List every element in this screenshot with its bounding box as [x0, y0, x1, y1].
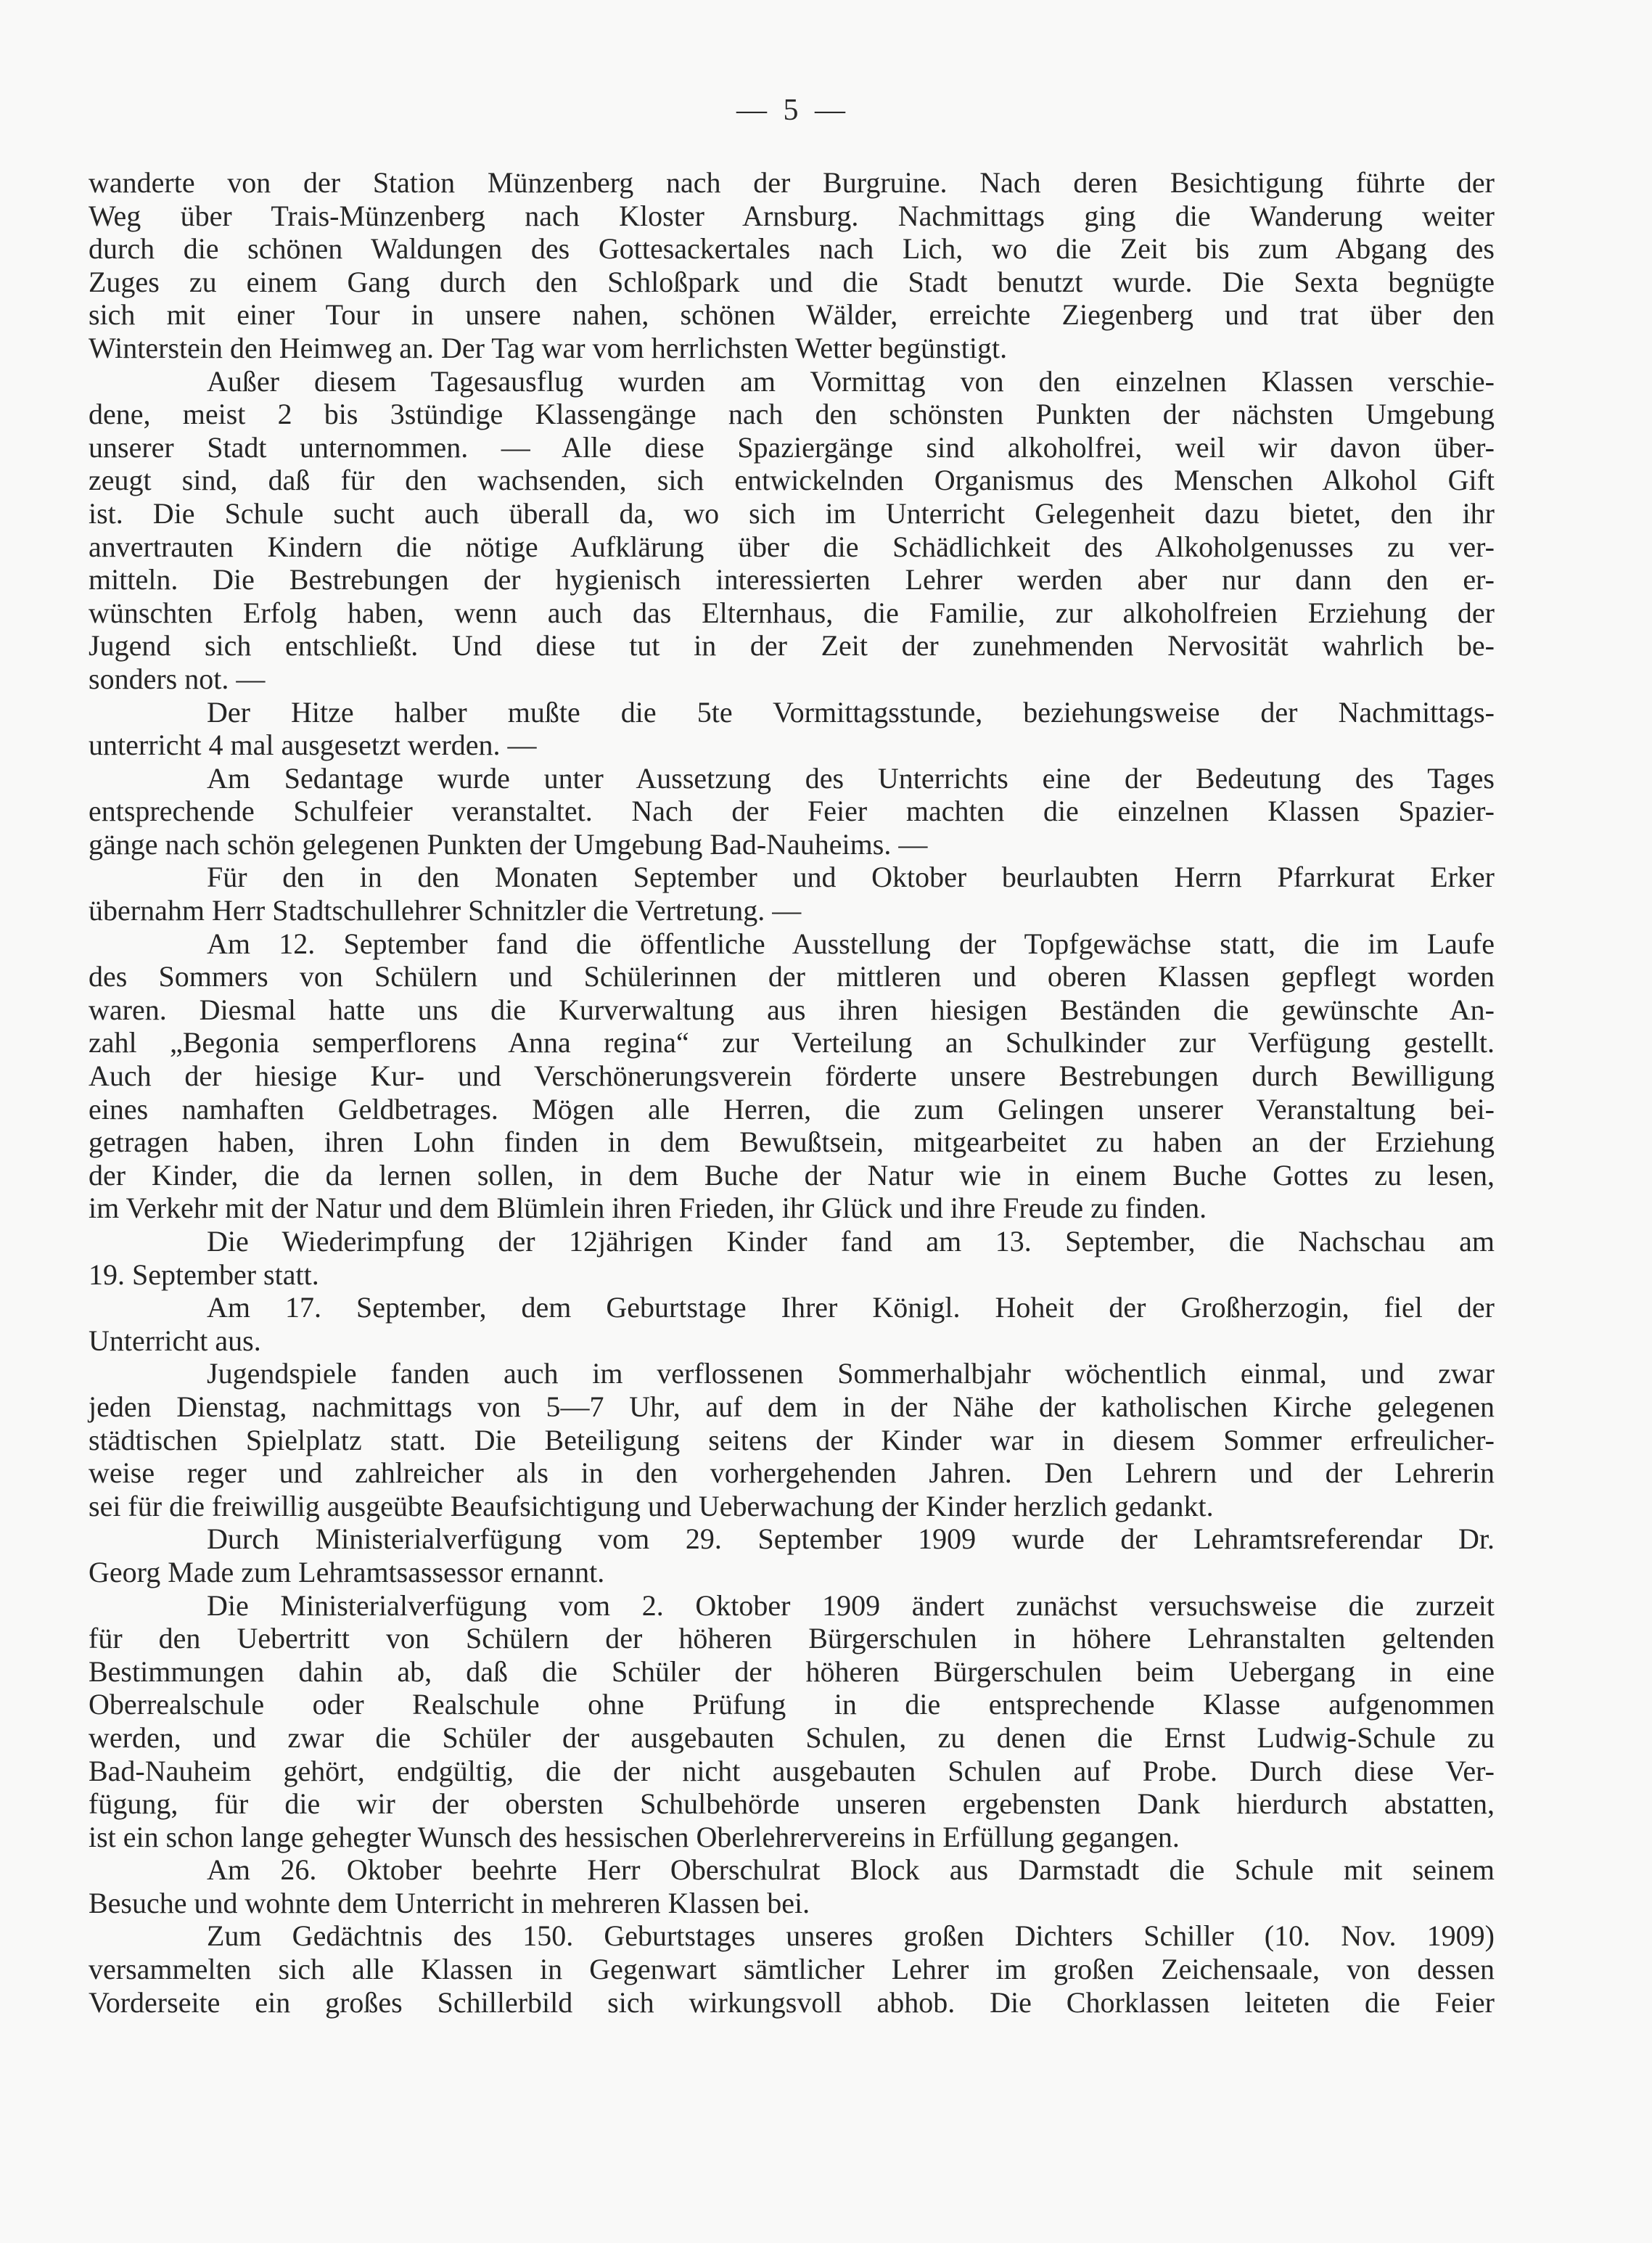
text-line: Zuges zu einem Gang durch den Schloßpark und die Stadt benutzt wurde. Die Sexta begnügte — [89, 265, 1495, 298]
text-line: sich mit einer Tour in unsere nahen, schönen Wälder, erreichte Ziegenberg und trat über den — [89, 298, 1495, 332]
text-line: dene, meist 2 bis 3stündige Klassengänge nach den schönsten Punkten der nächsten Umgebung — [89, 398, 1495, 431]
paragraph — [89, 762, 1495, 861]
text-line: mitteln. Die Bestrebungen der hygienisch interessierten Lehrer werden aber nur dann den er- — [89, 563, 1495, 596]
text-line: zeugt sind, daß für den wachsenden, sich entwickelnden Organismus des Menschen Alkohol Gift — [89, 464, 1495, 497]
paragraph — [89, 1225, 1495, 1291]
paragraph — [89, 861, 1495, 927]
text-line: werden, und zwar die Schüler der ausgebauten Schulen, zu denen die Ernst Ludwig-Schule zu — [89, 1721, 1495, 1754]
document-body — [89, 166, 1495, 2019]
text-line: im Verkehr mit der Natur und dem Blümlein ihren Frieden, ihr Glück und ihre Freude zu finden. — [89, 1192, 1207, 1225]
text-line: Bad-Nauheim gehört, endgültig, die der nicht ausgebauten Schulen auf Probe. Durch diese Ver- — [89, 1754, 1495, 1787]
page-number: — 5 — — [736, 94, 850, 127]
text-line: Am 26. Oktober beehrte Herr Oberschulrat Block aus Darmstadt die Schule mit seinem — [207, 1853, 1495, 1887]
paragraph — [89, 1357, 1495, 1522]
text-line: Die Wiederimpfung der 12jährigen Kinder fand am 13. September, die Nachschau am — [207, 1225, 1495, 1258]
text-line: Auch der hiesige Kur- und Verschönerungsverein förderte unsere Bestrebungen durch Bewilligung — [89, 1059, 1495, 1093]
paragraph — [89, 166, 1495, 365]
paragraph — [89, 1291, 1495, 1357]
text-line: sei für die freiwillig ausgeübte Beaufsichtigung und Ueberwachung der Kinder herzlich gedankt. — [89, 1489, 1214, 1522]
text-line: versammelten sich alle Klassen in Gegenwart sämtlicher Lehrer im großen Zeichensaale, von dessen — [89, 1953, 1495, 1986]
paragraph — [89, 365, 1495, 696]
text-line: Am 12. September fand die öffentliche Ausstellung der Topfgewächse statt, die im Laufe — [207, 927, 1495, 960]
text-line: anvertrauten Kindern die nötige Aufklärung über die Schädlichkeit des Alkoholgenusses zu ver- — [89, 530, 1495, 563]
text-line: Winterstein den Heimweg an. Der Tag war vom herrlichsten Wetter begünstigt. — [89, 331, 1008, 364]
text-line: gänge nach schön gelegenen Punkten der Umgebung Bad-Nauheims. — — [89, 827, 928, 861]
text-line: unterricht 4 mal ausgesetzt werden. — — [89, 729, 537, 762]
text-line: sonders not. — — [89, 662, 266, 695]
paragraph — [89, 696, 1495, 762]
text-line: städtischen Spielplatz statt. Die Beteiligung seitens der Kinder war in diesem Sommer erfreulicher- — [89, 1423, 1495, 1456]
text-line: Am Sedantage wurde unter Aussetzung des Unterrichts eine der Bedeutung des Tages — [207, 761, 1495, 795]
text-line: des Sommers von Schülern und Schülerinnen der mittleren und oberen Klassen gepflegt worden — [89, 960, 1495, 993]
paragraph — [89, 1589, 1495, 1854]
text-line: durch die schönen Waldungen des Gottesackertales nach Lich, wo die Zeit bis zum Abgang des — [89, 232, 1495, 266]
text-line: Unterricht aus. — [89, 1324, 261, 1357]
text-line: Jugendspiele fanden auch im verflossenen Sommerhalbjahr wöchentlich einmal, und zwar — [207, 1357, 1495, 1390]
paragraph — [89, 927, 1495, 1225]
text-line: Durch Ministerialverfügung vom 29. September 1909 wurde der Lehramtsreferendar Dr. — [207, 1522, 1495, 1556]
text-line: Außer diesem Tagesausflug wurden am Vormittag von den einzelnen Klassen verschie- — [207, 364, 1495, 398]
paragraph — [89, 1522, 1495, 1588]
text-line: eines namhaften Geldbetrages. Mögen alle Herren, die zum Gelingen unserer Veranstaltung bei- — [89, 1092, 1495, 1125]
text-line: Weg über Trais-Münzenberg nach Kloster Arnsburg. Nachmittags ging die Wanderung weiter — [89, 199, 1495, 232]
text-line: Besuche und wohnte dem Unterricht in mehreren Klassen bei. — [89, 1886, 810, 1919]
paragraph — [89, 1919, 1495, 2019]
text-line: zahl „Begonia semperflorens Anna regina“ zur Verteilung an Schulkinder zur Verfügung gestellt. — [89, 1026, 1495, 1059]
text-line: ist ein schon lange gehegter Wunsch des hessischen Oberlehrervereins in Erfüllung gegangen. — [89, 1820, 1180, 1853]
text-line: ist. Die Schule sucht auch überall da, wo sich im Unterricht Gelegenheit dazu bietet, den ihr — [89, 496, 1495, 530]
text-line: für den Uebertritt von Schülern der höheren Bürgerschulen in höhere Lehranstalten geltenden — [89, 1622, 1495, 1655]
text-line: 19. September statt. — [89, 1258, 319, 1291]
text-line: wünschten Erfolg haben, wenn auch das Elternhaus, die Familie, zur alkoholfreien Erziehung der — [89, 596, 1495, 629]
text-line: Am 17. September, dem Geburtstage Ihrer Königl. Hoheit der Großherzogin, fiel der — [207, 1291, 1495, 1324]
text-line: Der Hitze halber mußte die 5te Vormittagsstunde, beziehungsweise der Nachmittags- — [207, 695, 1495, 729]
text-line: fügung, für die wir der obersten Schulbehörde unseren ergebensten Dank hierdurch abstatten, — [89, 1787, 1495, 1821]
text-line: getragen haben, ihren Lohn finden in dem Bewußtsein, mitgearbeitet zu haben an der Erziehung — [89, 1125, 1495, 1159]
text-line: Für den in den Monaten September und Oktober beurlaubten Herrn Pfarrkurat Erker — [207, 861, 1495, 894]
text-line: Zum Gedächtnis des 150. Geburtstages unseres großen Dichters Schiller (10. Nov. 1909) — [207, 1919, 1495, 1953]
text-line: weise reger und zahlreicher als in den vorhergehenden Jahren. Den Lehrern und der Lehrerin — [89, 1456, 1495, 1490]
text-line: jeden Dienstag, nachmittags von 5—7 Uhr, auf dem in der Nähe der katholischen Kirche gelegenen — [89, 1390, 1495, 1423]
text-line: waren. Diesmal hatte uns die Kurverwaltung aus ihren hiesigen Beständen die gewünschte An- — [89, 993, 1495, 1026]
text-line: Georg Made zum Lehramtsassessor ernannt. — [89, 1555, 605, 1588]
text-line: übernahm Herr Stadtschullehrer Schnitzler die Vertretung. — — [89, 894, 802, 927]
text-line: Jugend sich entschließt. Und diese tut in der Zeit der zunehmenden Nervosität wahrlich be- — [89, 629, 1495, 663]
text-line: Vorderseite ein großes Schillerbild sich wirkungsvoll abhob. Die Chorklassen leiteten die Feier — [89, 1985, 1495, 2019]
text-line: entsprechende Schulfeier veranstaltet. Nach der Feier machten die einzelnen Klassen Spazier- — [89, 795, 1495, 828]
text-line: Oberrealschule oder Realschule ohne Prüfung in die entsprechende Klasse aufgenommen — [89, 1688, 1495, 1721]
text-line: Bestimmungen dahin ab, daß die Schüler der höheren Bürgerschulen beim Uebergang in eine — [89, 1654, 1495, 1688]
text-line: der Kinder, die da lernen sollen, in dem Buche der Natur wie in einem Buche Gottes zu lesen, — [89, 1158, 1495, 1192]
text-line: Die Ministerialverfügung vom 2. Oktober 1909 ändert zunächst versuchsweise die zurzeit — [207, 1588, 1495, 1622]
paragraph — [89, 1853, 1495, 1919]
text-line: unserer Stadt unternommen. — Alle diese Spaziergänge sind alkoholfrei, weil wir davon über- — [89, 430, 1495, 464]
text-line: wanderte von der Station Münzenberg nach der Burgruine. Nach deren Besichtigung führte der — [89, 166, 1495, 199]
